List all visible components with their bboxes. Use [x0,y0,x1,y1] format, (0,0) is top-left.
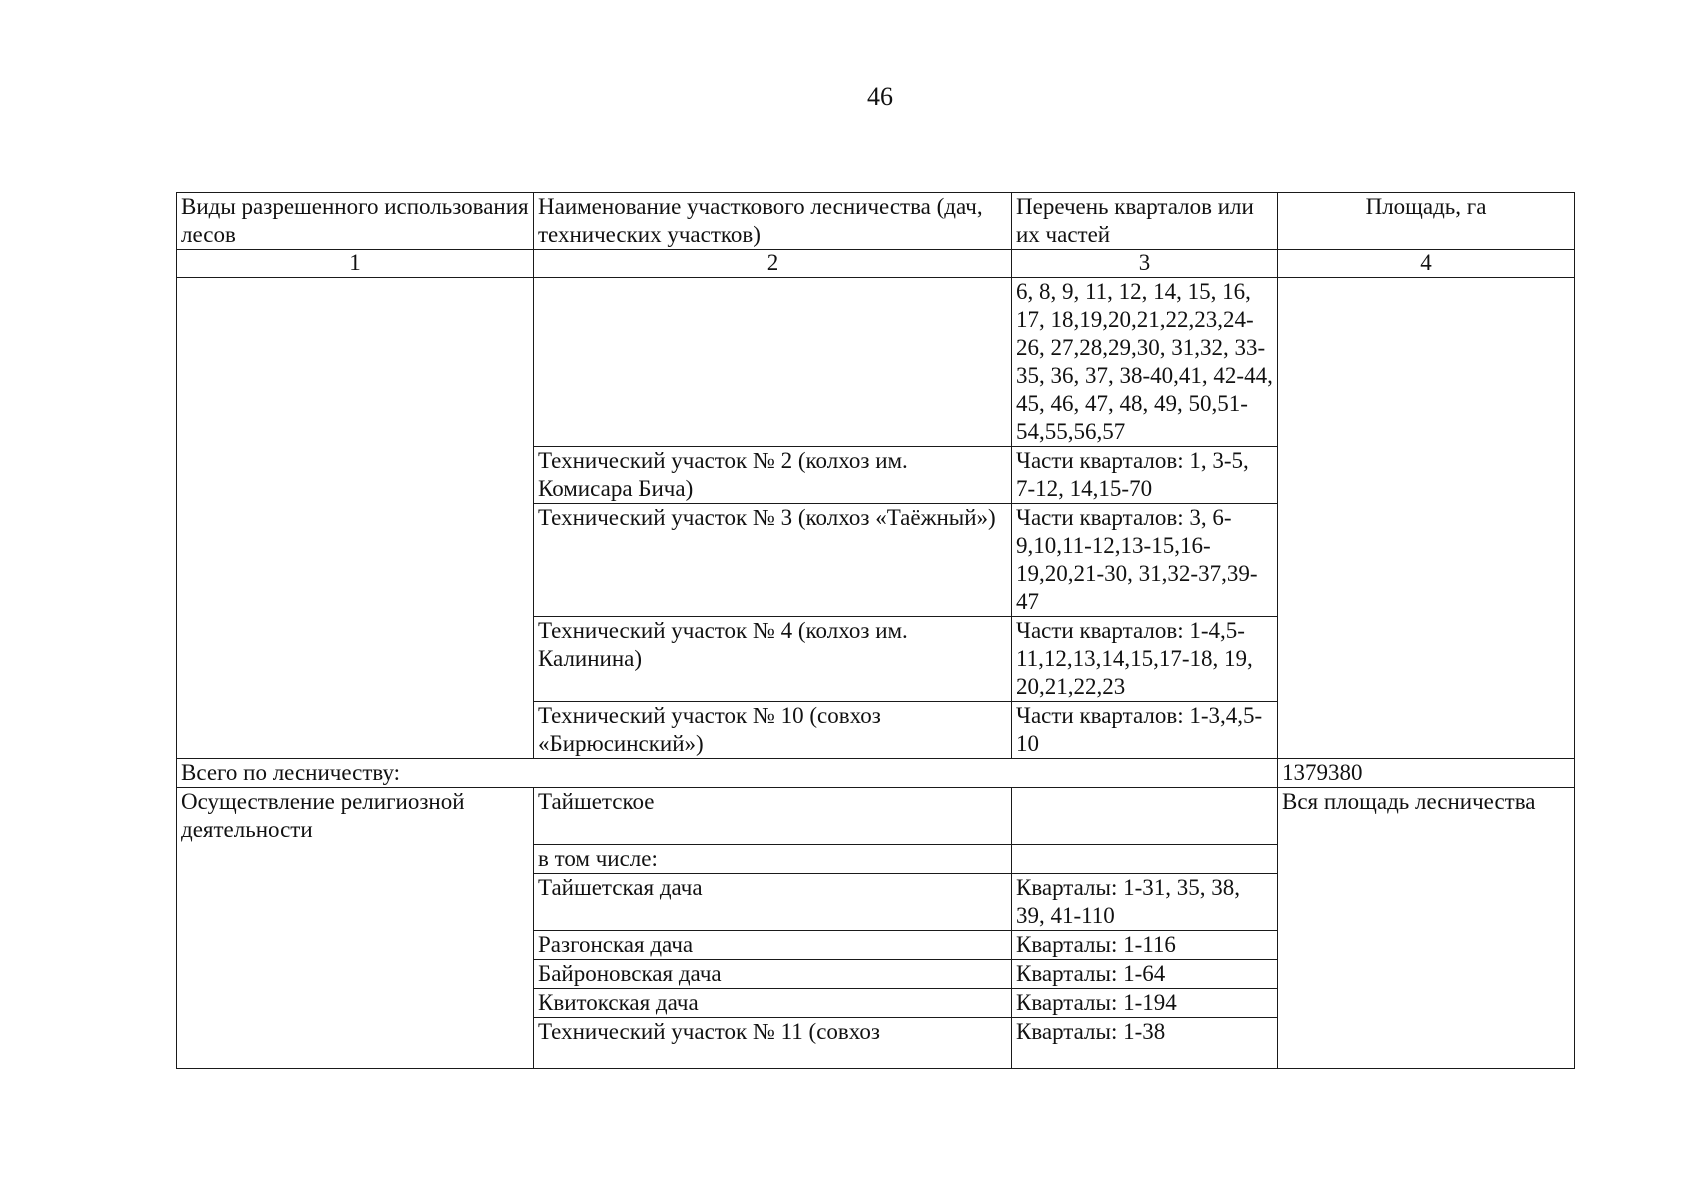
quarters-cell: Части кварталов: 1, 3-5, 7-12, 14,15-70 [1012,447,1278,504]
use-type-cell-empty [177,278,534,759]
column-number: 4 [1278,250,1575,278]
forestry-name-cell [534,278,1012,447]
forestry-name-cell: Технический участок № 2 (колхоз им. Комисара Бича) [534,447,1012,504]
forestry-name-cell: Технический участок № 11 (совхоз [534,1018,1012,1069]
column-number: 2 [534,250,1012,278]
header-row [177,193,1575,250]
quarters-cell: Части кварталов: 1-3,4,5-10 [1012,702,1278,759]
quarters-cell: Кварталы: 1-31, 35, 38, 39, 41-110 [1012,874,1278,931]
column-number: 1 [177,250,534,278]
forestry-name-cell: Технический участок № 4 (колхоз им. Калинина) [534,617,1012,702]
use-type-cell: Осуществление религиозной деятельности [177,788,534,1069]
table-row [177,278,1575,447]
forestry-name-cell: Технический участок № 10 (совхоз «Бирюсинский») [534,702,1012,759]
header-use-type: Виды разрешенного использования лесов [177,193,534,250]
quarters-cell: Кварталы: 1-194 [1012,989,1278,1018]
header-forestry-name: Наименование участкового лесничества (дач, технических участков) [534,193,1012,250]
forestry-name-cell: Байроновская дача [534,960,1012,989]
header-area: Площадь, га [1278,193,1575,250]
page-number: 46 [867,82,893,111]
forestry-name-cell: Тайшетское [534,788,1012,845]
forest-use-table [176,192,1575,1069]
quarters-cell: Кварталы: 1-38 [1012,1018,1278,1069]
header-quarters: Перечень кварталов или их частей [1012,193,1278,250]
forestry-name-cell: Технический участок № 3 (колхоз «Таёжный») [534,504,1012,617]
table-row [177,788,1575,845]
quarters-cell: Кварталы: 1-116 [1012,931,1278,960]
quarters-cell: 6, 8, 9, 11, 12, 14, 15, 16, 17, 18,19,20,21,22,23,24-26, 27,28,29,30, 31,32, 33-35, 36, 37, 38-40,41, 42-44, 45, 46, 47, 48, 49, 50,51-54,55,56,57 [1012,278,1278,447]
quarters-cell: Кварталы: 1-64 [1012,960,1278,989]
total-row [177,759,1575,788]
quarters-cell: Части кварталов: 1-4,5-11,12,13,14,15,17-18, 19, 20,21,22,23 [1012,617,1278,702]
forestry-name-cell: Разгонская дача [534,931,1012,960]
total-label: Всего по лесничеству: [177,759,1278,788]
column-number-row [177,250,1575,278]
area-cell-empty [1278,278,1575,759]
forestry-name-cell: в том числе: [534,845,1012,874]
forestry-name-cell: Тайшетская дача [534,874,1012,931]
quarters-cell [1012,845,1278,874]
forestry-name-cell: Квитокская дача [534,989,1012,1018]
area-cell: Вся площадь лесничества [1278,788,1575,1069]
column-number: 3 [1012,250,1278,278]
quarters-cell: Части кварталов: 3, 6-9,10,11-12,13-15,16-19,20,21-30, 31,32-37,39-47 [1012,504,1278,617]
total-value: 1379380 [1278,759,1575,788]
quarters-cell [1012,788,1278,845]
